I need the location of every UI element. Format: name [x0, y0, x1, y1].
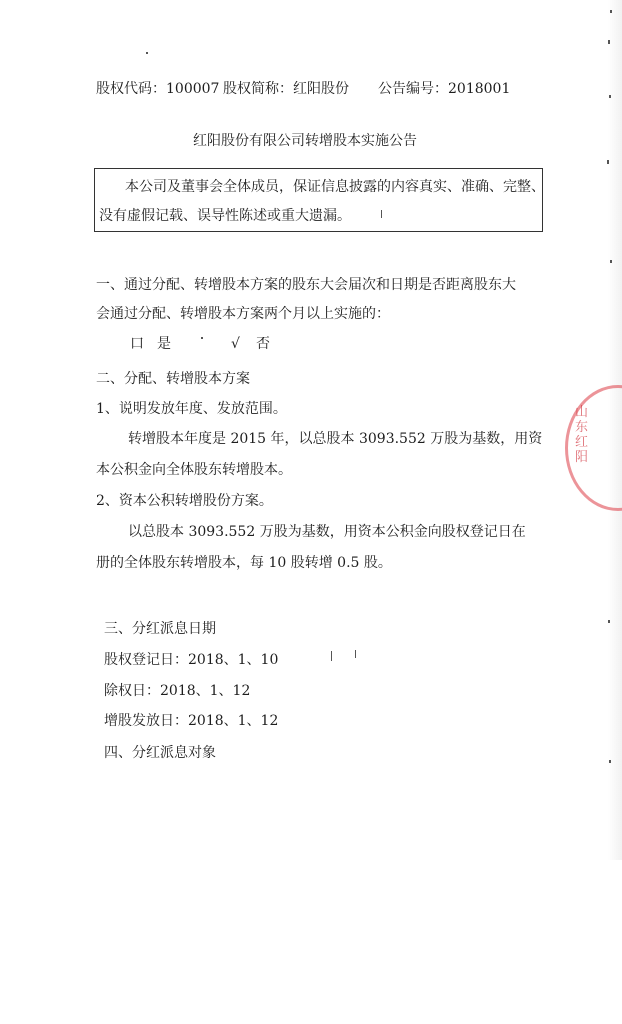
option-no-checkmark: √	[231, 336, 240, 352]
share-issue-date: 增股发放日：2018、1、12	[104, 713, 279, 729]
scan-speck	[608, 40, 610, 44]
scan-speck	[355, 650, 356, 658]
header-notice-number: 公告编号：2018001	[378, 81, 511, 97]
scan-speck	[608, 620, 610, 623]
section2-item1-line-1: 转增股本年度是 2015 年，以总股本 3093.552 万股为基数，用资	[128, 431, 543, 447]
scan-speck	[331, 651, 332, 661]
section4-heading: 四、分红派息对象	[104, 745, 216, 761]
option-no-label: 否	[256, 336, 270, 352]
section1-line-2: 会通过分配、转增股本方案两个月以上实施的：	[96, 306, 390, 322]
section2-heading: 二、分配、转增股本方案	[96, 371, 250, 387]
scan-speck	[609, 95, 611, 98]
scan-speck	[381, 210, 382, 218]
scan-speck	[201, 337, 203, 339]
notice-line-2: 没有虚假记载、误导性陈述或重大遗漏。	[99, 208, 351, 224]
header-stock-code: 股权代码：100007	[96, 81, 220, 97]
section3-heading: 三、分红派息日期	[104, 621, 216, 637]
header-stock-name: 股权简称：红阳股份	[223, 81, 349, 97]
option-yes-label: 是	[157, 336, 171, 352]
section1-line-1: 一、通过分配、转增股本方案的股东大会届次和日期是否距离股东大	[96, 277, 516, 293]
section2-item1-heading: 1、说明发放年度、发放范围。	[96, 401, 287, 417]
scan-speck	[607, 160, 609, 164]
section2-item1-line-2: 本公积金向全体股东转增股本。	[96, 462, 292, 478]
section2-item2-line-1: 以总股本 3093.552 万股为基数，用资本公积金向股权登记日在	[128, 524, 526, 540]
scan-speck	[609, 760, 611, 763]
company-seal-stamp	[565, 385, 622, 511]
record-date: 股权登记日：2018、1、10	[104, 652, 279, 668]
scan-speck	[610, 260, 612, 263]
disclosure-notice-box	[94, 168, 543, 232]
scan-speck	[610, 10, 612, 13]
option-yes-checkbox: 口	[130, 336, 144, 352]
seal-lettering: 山东红阳	[575, 405, 589, 465]
document-title: 红阳股份有限公司转增股本实施公告	[193, 133, 417, 149]
ex-rights-date: 除权日：2018、1、12	[104, 683, 251, 699]
notice-line-1: 本公司及董事会全体成员，保证信息披露的内容真实、准确、完整、	[125, 179, 545, 195]
section2-item2-heading: 2、资本公积转增股份方案。	[96, 493, 273, 509]
scan-speck	[146, 52, 148, 54]
section2-item2-line-2: 册的全体股东转增股本，每 10 股转增 0.5 股。	[96, 555, 392, 571]
